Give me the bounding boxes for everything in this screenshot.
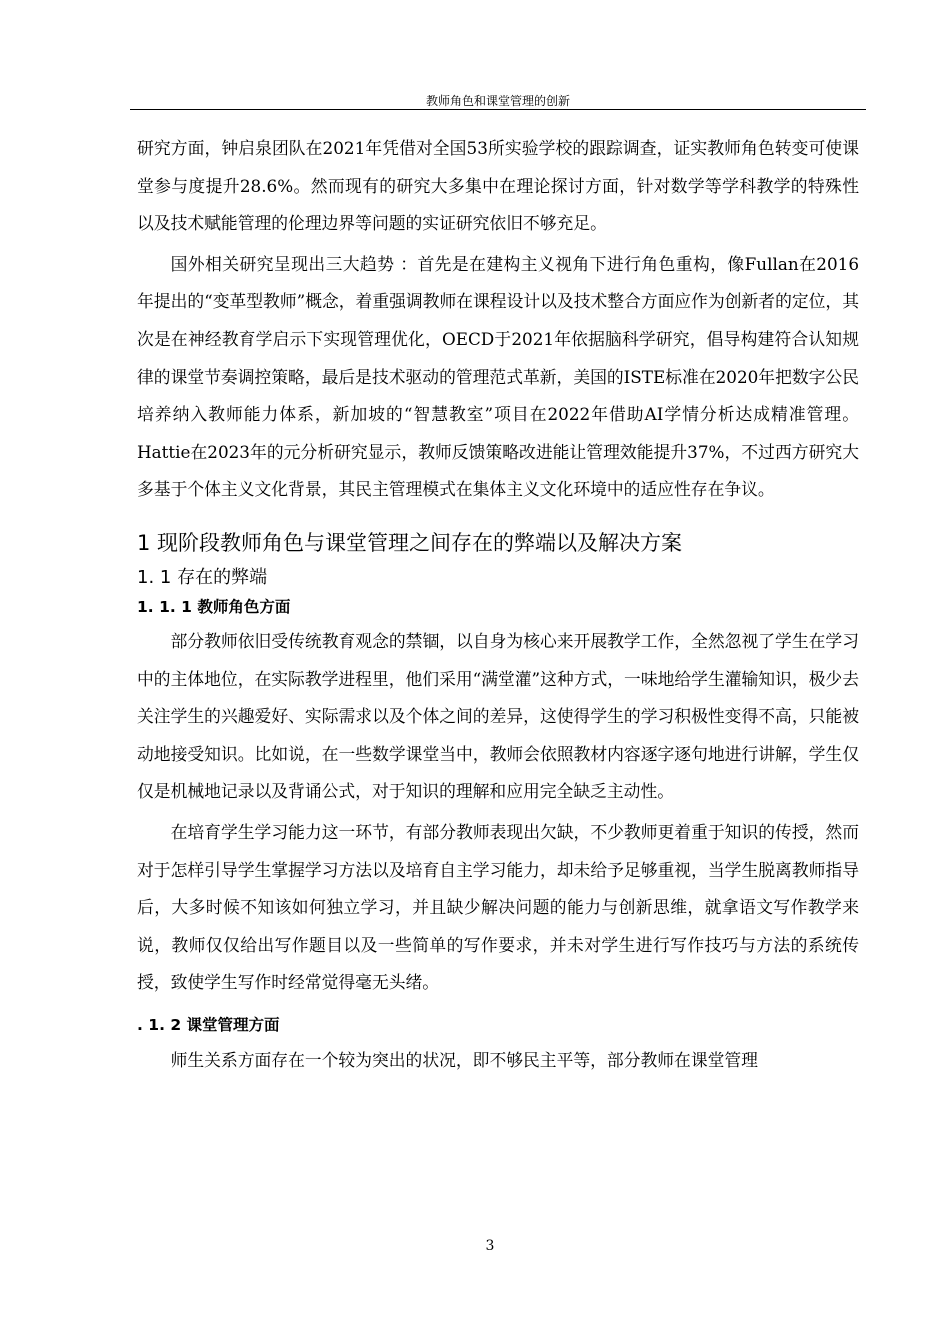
subsection-heading: 1. 1 存在的弊端 — [137, 566, 268, 588]
page-number: 3 — [485, 1238, 495, 1254]
paragraph-continued: 研究方面，钟启泉团队在2021年凭借对全国53所实验学校的跟踪调查，证实教师角色转变可使课堂参与度提升28.6%。然而现有的研究大多集中在理论探讨方面，针对数学等学科教学的特殊性以及技术赋能管理的伦理边界等问题的实证研究依旧不够充足。 — [137, 138, 859, 234]
paragraph-teacher-student-relation: 师生关系方面存在一个较为突出的状况，即不够民主平等，部分教师在课堂管理 — [170, 1049, 758, 1070]
subsubsection-heading-classroom: . 1. 2 课堂管理方面 — [137, 1015, 280, 1034]
paragraph-teacher-role: 部分教师依旧受传统教育观念的禁锢，以自身为核心来开展教学工作，全然忽视了学生在学习中的主体地位，在实际教学进程里，他们采用“满堂灌”这种方式，一味地给学生灌输知识，极少去关注学生的兴趣爱好、实际需求以及个体之间的差异，这使得学生的学习积极性变得不高，只能被动地接受知识。比如说，在一些数学课堂当中，教师会依照教材内容逐字逐句地进行讲解，学生仅仅是机械地记录以及背诵公式，对于知识的理解和应用完全缺乏主动性。 — [137, 630, 859, 802]
section-heading: 1 现阶段教师角色与课堂管理之间存在的弊端以及解决方案 — [137, 530, 683, 555]
paragraph-foreign-research: 国外相关研究呈现出三大趋势 ：首先是在建构主义视角下进行角色重构，像Fullan在2016年提出的“变革型教师”概念，着重强调教师在课程设计以及技术整合方面应作为创新者的定位，其次是在神经教育学启示下实现管理优化，OECD于2021年依据脑科学研究，倡导构建符合认知规律的课堂节奏调控策略，最后是技术驱动的管理范式革新，美国的ISTE标准在2020年把数字公民培养纳入教师能力体系，新加坡的“智慧教室”项目在2022年借助AI学情分析达成精准管理。Hattie在2023年的元分析研究显示，教师反馈策略改进能让管理效能提升37%，不过西方研究大多基于个体主义文化背景，其民主管理模式在集体主义文化环境中的适应性存在争议。 — [137, 253, 859, 500]
subsubsection-heading: 1. 1. 1 教师角色方面 — [137, 597, 291, 616]
header-rule — [130, 109, 866, 110]
body-text — [137, 130, 859, 1082]
running-header: 教师角色和课堂管理的创新 — [425, 94, 570, 108]
paragraph-learning-ability: 在培育学生学习能力这一环节，有部分教师表现出欠缺，不少教师更着重于知识的传授，然而对于怎样引导学生掌握学习方法以及培育自主学习能力，却未给予足够重视，当学生脱离教师指导后，大多时候不知该如何独立学习，并且缺少解决问题的能力与创新思维，就拿语文写作教学来说，教师仅仅给出写作题目以及一些简单的写作要求，并未对学生进行写作技巧与方法的系统传授，致使学生写作时经常觉得毫无头绪。 — [137, 821, 859, 993]
